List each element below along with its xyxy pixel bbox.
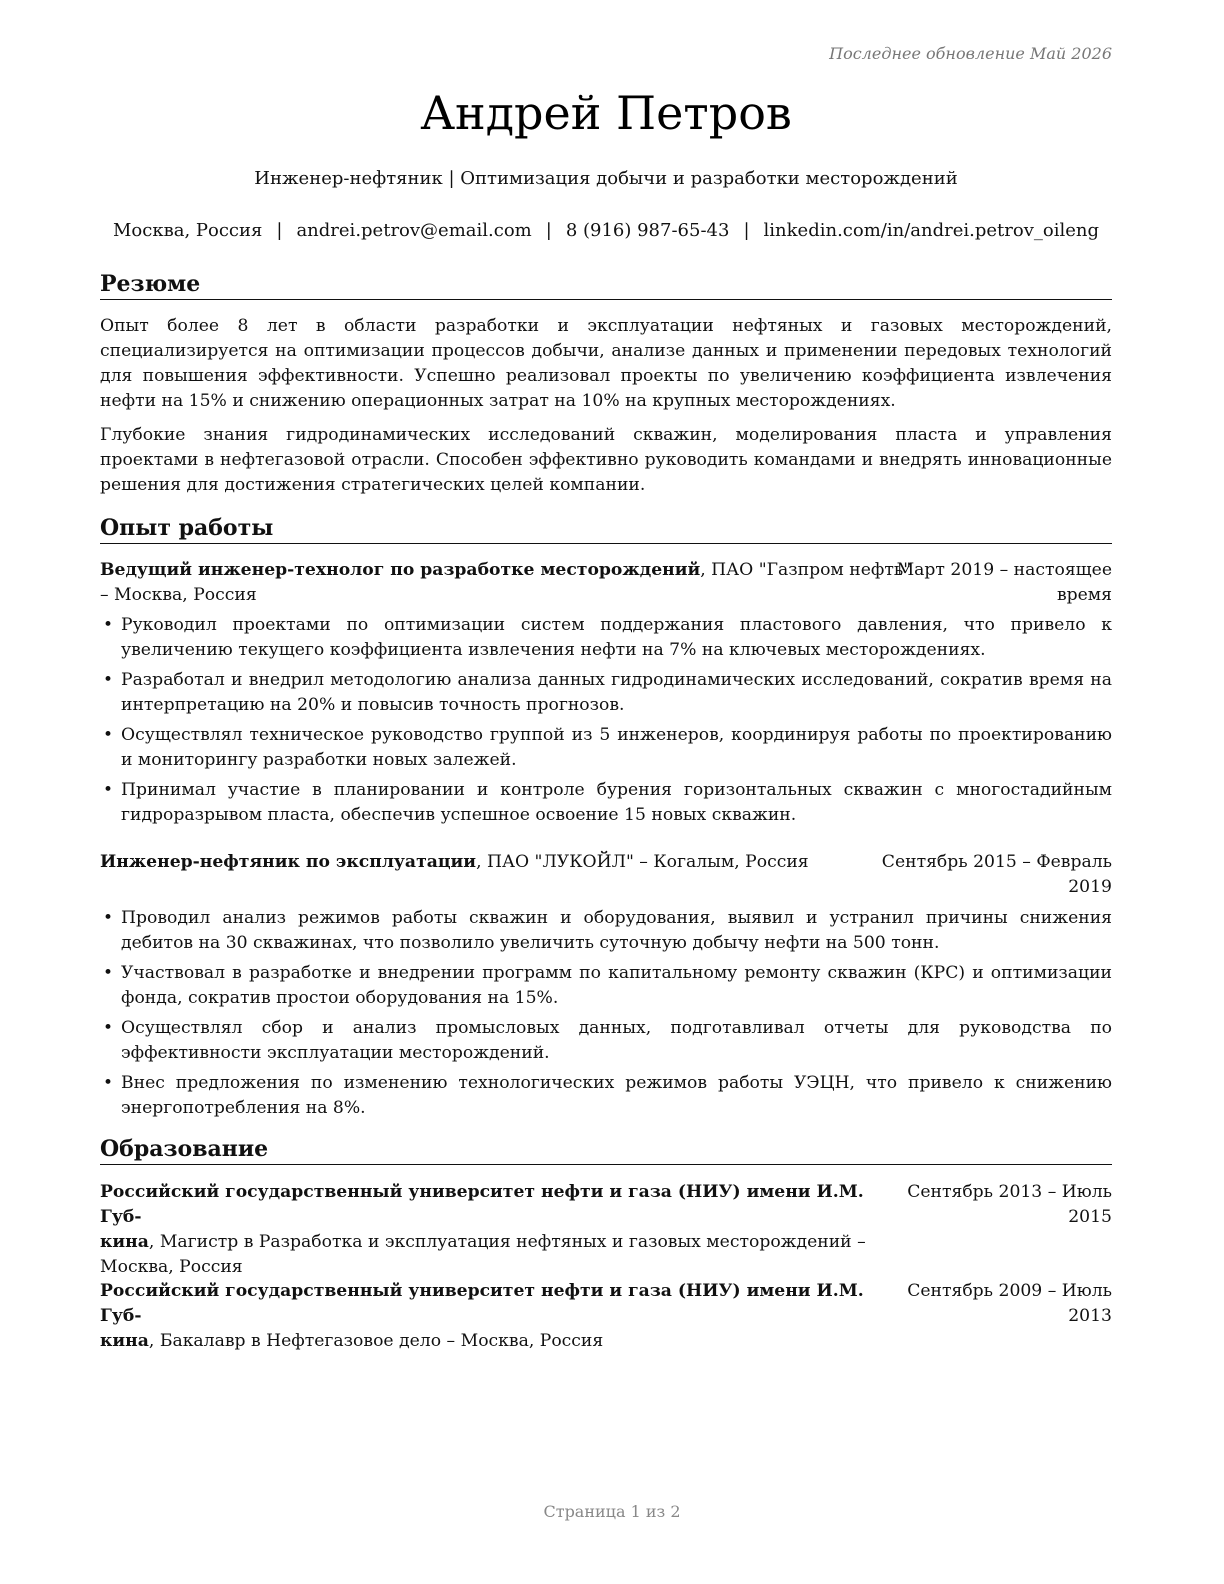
school-name: Российский государственный университет нефти и газа (НИУ) имени И.М. Губ- <box>100 1182 864 1227</box>
section-title-education: Образование <box>100 1135 1112 1165</box>
bullet-text: Проводил анализ режимов работы скважин и оборудования, выявил и устранил причины снижения дебитов на 30 скважинах, что позволило увеличить суточную добычу нефти на 500 тонн. <box>121 908 1112 953</box>
education-school <box>100 1180 880 1280</box>
job-header <box>100 850 1112 900</box>
contact-location: Москва, Россия <box>113 220 263 241</box>
list-item: • Осуществлял техническое руководство группой из 5 инженеров, координируя работы по проектированию и мониторингу разработки новых залежей. <box>103 725 1112 770</box>
list-item: • Внес предложения по изменению технологических режимов работы УЭЦН, что привело к снижению энергопотребления на 8%. <box>103 1073 1112 1118</box>
resume-page <box>100 0 1112 1584</box>
contact-email[interactable]: andrei.petrov@email.com <box>296 220 532 241</box>
job-header <box>100 558 1112 608</box>
bullet-text: Осуществлял сбор и анализ промысловых данных, подготавливал отчеты для руководства по эффективности эксплуатации месторождений. <box>121 1018 1112 1063</box>
contact-phone[interactable]: 8 (916) 987-65-43 <box>565 220 730 241</box>
education-dates <box>907 1279 1112 1329</box>
school-name: Российский государственный университет нефти и газа (НИУ) имени И.М. Губ- <box>100 1281 864 1326</box>
education-entry <box>100 1279 1112 1351</box>
job-location: – Москва, Россия <box>100 585 257 605</box>
job-title-line <box>100 558 911 608</box>
contact-separator: | <box>276 220 283 241</box>
education-dates-line: 2015 <box>1068 1207 1112 1227</box>
bullet-text: Руководил проектами по оптимизации систем поддержания пластового давления, что привело к увеличению текущего коэффициента извлечения нефти на 7% на ключевых месторождениях. <box>121 615 1112 660</box>
headline: Инженер-нефтяник | Оптимизация добычи и разработки месторождений <box>254 168 958 189</box>
job-bullets <box>100 906 1112 1126</box>
school-name-end: кина <box>100 1232 149 1252</box>
education-dates-line: Сентябрь 2009 – Июль <box>907 1281 1112 1301</box>
candidate-name: Андрей Петров <box>420 86 792 140</box>
school-name-end: кина <box>100 1331 149 1351</box>
education-dates-line: 2013 <box>1068 1306 1112 1326</box>
job-dates <box>882 850 1112 900</box>
bullet-text: Разработал и внедрил методологию анализа данных гидродинамических исследований, сократив время на интерпретацию на 20% и повысив точность прогнозов. <box>121 670 1112 715</box>
section-title-experience: Опыт работы <box>100 514 1112 544</box>
list-item: • Проводил анализ режимов работы скважин и оборудования, выявил и устранил причины снижения дебитов на 30 скважинах, что позволило увеличить суточную добычу нефти на 500 тонн. <box>103 908 1112 953</box>
list-item: • Руководил проектами по оптимизации систем поддержания пластового давления, что привело к увеличению текущего коэффициента извлечения нефти на 7% на ключевых месторождениях. <box>103 615 1112 660</box>
contact-separator: | <box>743 220 750 241</box>
bullet-text: Осуществлял техническое руководство группой из 5 инженеров, координируя работы по проектированию и мониторингу разработки новых залежей. <box>121 725 1112 770</box>
job-bullets <box>100 613 1112 833</box>
contact-separator: | <box>545 220 552 241</box>
job-dates-line: Март 2019 – настоящее <box>896 560 1112 580</box>
degree: , Магистр в Разработка и эксплуатация нефтяных и газовых месторождений – <box>148 1232 866 1252</box>
education-entry <box>100 1180 1112 1277</box>
degree: , Бакалавр в Нефтегазовое дело – Москва, Россия <box>148 1331 604 1351</box>
job-dates <box>897 558 1112 608</box>
job-dates-line: 2019 <box>1068 877 1112 897</box>
job-role: Ведущий инженер-технолог по разработке месторождений <box>100 560 701 580</box>
education-location: Москва, Россия <box>100 1257 243 1277</box>
list-item: • Осуществлял сбор и анализ промысловых данных, подготавливал отчеты для руководства по эффективности эксплуатации месторождений. <box>103 1018 1112 1063</box>
page-number: Страница 1 из 2 <box>543 1502 681 1521</box>
job-role: Инженер-нефтяник по эксплуатации <box>100 852 477 872</box>
list-item: • Принимал участие в планировании и контроле бурения горизонтальных скважин с многостадийным гидроразрывом пласта, обеспечив успешное освоение 15 новых скважин. <box>103 780 1112 825</box>
education-dates-line: Сентябрь 2013 – Июль <box>907 1182 1112 1202</box>
bullet-text: Внес предложения по изменению технологических режимов работы УЭЦН, что привело к снижению энергопотребления на 8%. <box>121 1073 1112 1118</box>
list-item: • Участвовал в разработке и внедрении программ по капитальному ремонту скважин (КРС) и оптимизации фонда, сократив простои оборудования на 15%. <box>103 963 1112 1008</box>
education-school <box>100 1279 880 1354</box>
job-title-line <box>100 850 809 875</box>
education-dates <box>907 1180 1112 1230</box>
section-title-summary: Резюме <box>100 270 1112 300</box>
job-dates-line: Сентябрь 2015 – Февраль <box>881 852 1112 872</box>
job-company: , ПАО "ЛУКОЙЛ" – Когалым, Россия <box>476 852 809 872</box>
job-company: , ПАО "Газпром нефть" <box>700 560 912 580</box>
summary-paragraph: Глубокие знания гидродинамических исследований скважин, моделирования пласта и управления проектами в нефтегазовой отрасли. Способен эффективно руководить командами и внедрять инновационные решения для достижения стратегических целей компании. <box>100 425 1112 495</box>
bullet-text: Принимал участие в планировании и контроле бурения горизонтальных скважин с многостадийным гидроразрывом пласта, обеспечив успешное освоение 15 новых скважин. <box>121 780 1112 825</box>
job-dates-line: время <box>1056 585 1112 605</box>
contact-linkedin[interactable]: linkedin.com/in/andrei.petrov_oileng <box>763 220 1099 241</box>
bullet-text: Участвовал в разработке и внедрении программ по капитальному ремонту скважин (КРС) и оптимизации фонда, сократив простои оборудования на 15%. <box>121 963 1112 1008</box>
summary-paragraph: Опыт более 8 лет в области разработки и эксплуатации нефтяных и газовых месторождений, специализируется на оптимизации процессов добычи, анализе данных и применении передовых технологий для повышения эффективности. Успешно реализовал проекты по увеличению коэффициента извлечения нефти на 15% и снижению операционных затрат на 10% на крупных месторождениях. <box>100 316 1112 411</box>
last-updated: Последнее обновление Май 2026 <box>829 44 1112 63</box>
contact-line <box>100 218 1112 244</box>
list-item: • Разработал и внедрил методологию анализа данных гидродинамических исследований, сократив время на интерпретацию на 20% и повысив точность прогнозов. <box>103 670 1112 715</box>
